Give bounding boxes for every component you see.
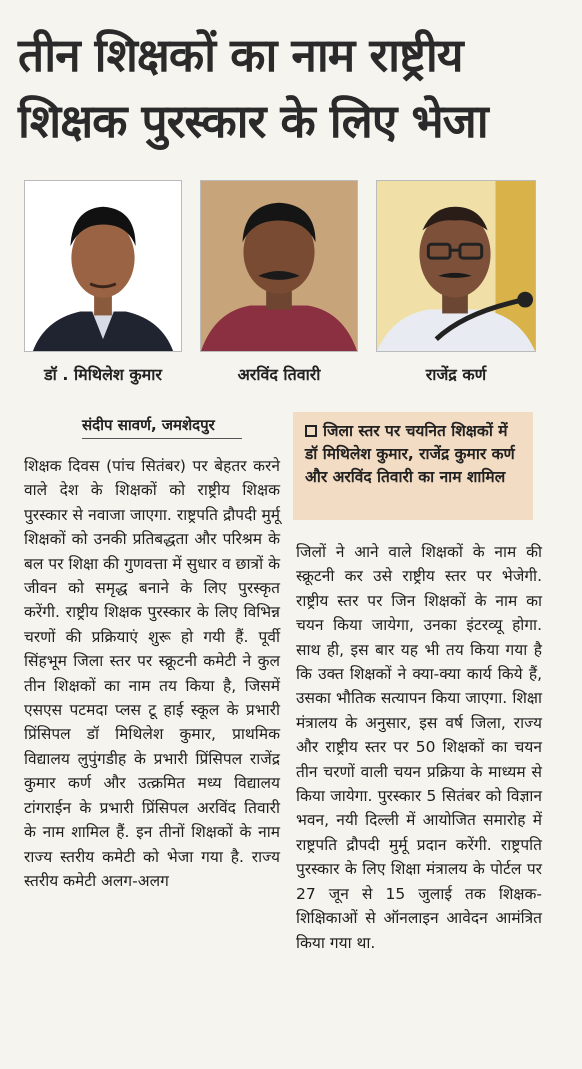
highlight-box <box>293 412 533 520</box>
photo-card-mithilesh <box>24 180 182 396</box>
body-paragraph-right: जिलों ने आने वाले शिक्षकों के नाम की स्क्रूटनी कर उसे राष्ट्रीय स्तर पर भेजेगी. राष्ट्रीय स्तर पर जिन शिक्षकों के नाम का चयन किया जायेगा, उनका इंटरव्यू होगा. साथ ही, इस बार यह भी तय किया गया है कि उक्त शिक्षकों ने क्या-क्या कार्य किये हैं, उसका भौतिक सत्यापन किया जाएगा. शिक्षा मंत्रालय के अनुसार, इस वर्ष जिला, राज्य और राष्ट्रीय स्तर पर 50 शिक्षकों का चयन तीन चरणों वाली चयन प्रक्रिया के माध्यम से किया जायेगा. पुरस्कार 5 सितंबर को विज्ञान भवन, नयी दिल्ली में आयोजित समारोह में राष्ट्रपति द्रौपदी मुर्मू प्रदान करेंगी. राष्ट्रपति पुरस्कार के लिए शिक्षा मंत्रालय के पोर्टल पर 27 जून से 15 जुलाई तक शिक्षक-शिक्षिकाओं से ऑनलाइन आवेदन आमंत्रित किया गया था. <box>296 543 542 952</box>
article-body-left <box>24 454 280 893</box>
photo-card-rajendra <box>376 180 536 396</box>
portrait-photo-icon <box>200 180 358 352</box>
photo-caption: अरविंद तिवारी <box>237 365 321 384</box>
article-headline: तीन शिक्षकों का नाम राष्ट्रीय शिक्षक पुरस्कार के लिए भेजा <box>18 28 488 148</box>
photo-row <box>24 180 564 396</box>
portrait-photo-icon <box>376 180 536 352</box>
article-byline: संदीप सावर्ण, जमशेदपुर <box>82 414 242 439</box>
portrait-photo-icon <box>24 180 182 352</box>
photo-caption: डॉ . मिथिलेश कुमार <box>44 365 162 384</box>
highlight-text: जिला स्तर पर चयनित शिक्षकों में डॉ मिथिलेश कुमार, राजेंद्र कुमार कर्ण और अरविंद तिवारी का नाम शामिल <box>305 422 515 486</box>
article-body-right <box>296 540 542 955</box>
photo-card-arvind <box>200 180 358 396</box>
square-bullet-icon <box>305 425 317 437</box>
photo-caption: राजेंद्र कर्ण <box>425 365 487 384</box>
body-paragraph-left: शिक्षक दिवस (पांच सितंबर) पर बेहतर करने वाले देश के शिक्षकों को राष्ट्रीय शिक्षक पुरस्कार से नवाजा जाएगा. राष्ट्रपति द्रौपदी मुर्मू शिक्षकों को उनकी प्रतिबद्धता और परिश्रम के बल पर शिक्षा की गुणवत्ता में सुधार व छात्रों के जीवन को समृद्ध बनाने के लिए पुरस्कृत करेंगी. राष्ट्रीय शिक्षक पुरस्कार के लिए विभिन्न चरणों की प्रक्रियाएं शुरू हो गयी हैं. पूर्वी सिंहभूम जिला स्तर पर स्क्रूटनी कमेटी ने कुल तीन शिक्षकों का नाम तय किया है, जिसमें एसएस पटमदा प्लस टू हाई स्कूल के प्रभारी प्रिंसिपल डॉ मिथिलेश कुमार, प्राथमिक विद्यालय लुपुंगडीह के प्रभारी प्रिंसिपल राजेंद्र कुमार कर्ण और उत्क्रमित मध्य विद्यालय टांगराईन के प्रभारी प्रिंसिपल अरविंद तिवारी के नाम शामिल हैं. इन तीनों शिक्षकों के नाम राज्य स्तरीय कमेटी को भेजा गया है. राज्य स्तरीय कमेटी अलग-अलग <box>24 457 280 890</box>
